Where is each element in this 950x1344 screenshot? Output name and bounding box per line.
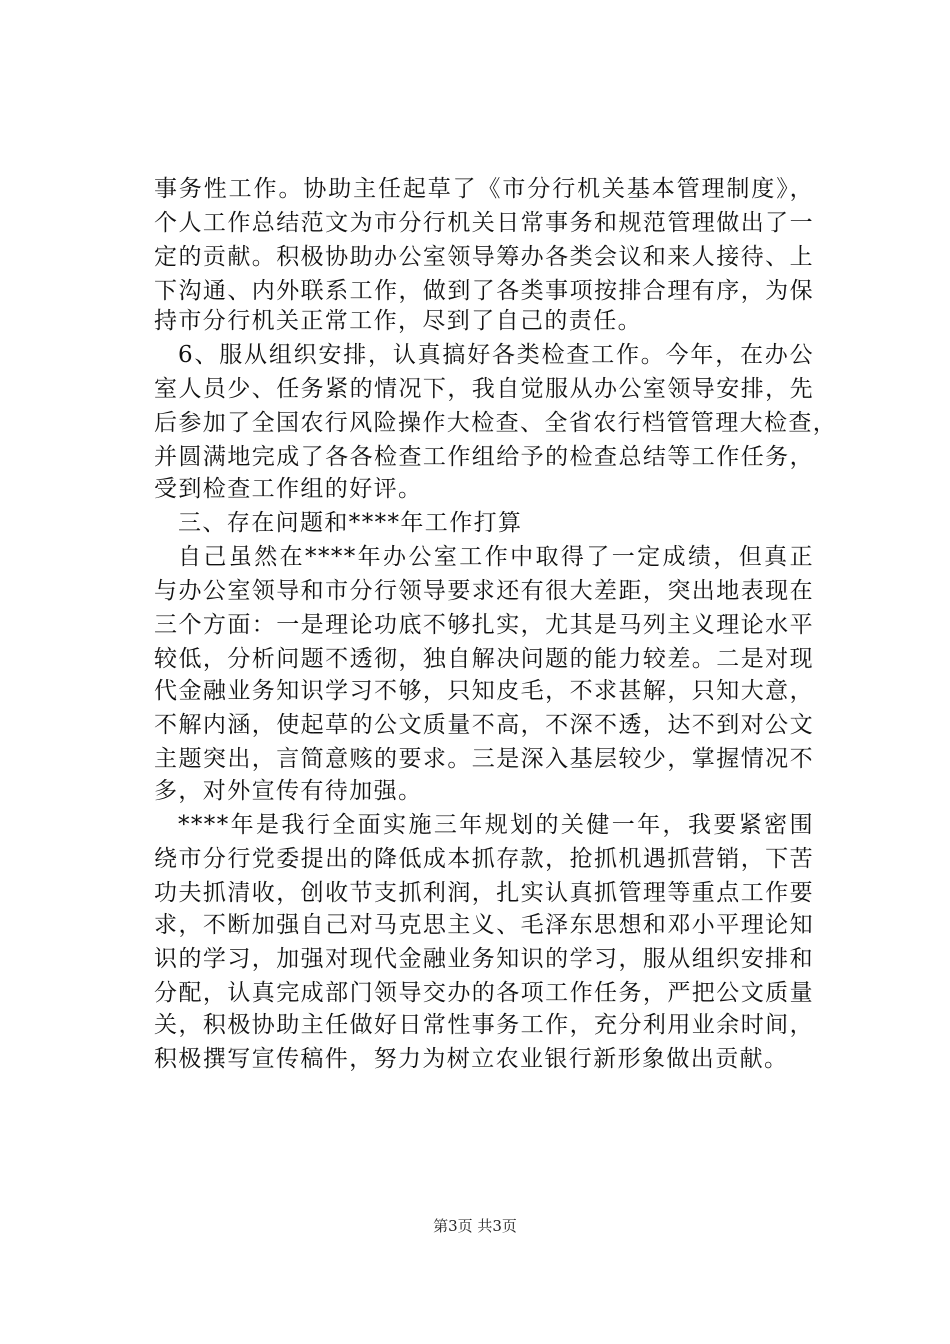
text-line: 积极撰写宣传稿件，努力为树立农业银行新形象做出贡献。 [154, 1046, 789, 1072]
text-line: 与办公室领导和市分行领导要求还有很大差距，突出地表现在 [154, 578, 814, 604]
text-line: 室人员少、任务紧的情况下，我自觉服从办公室领导安排，先 [154, 376, 814, 402]
text-line: 定的贡献。积极协助办公室领导筹办各类会议和来人接待、上 [154, 244, 814, 270]
text-line: 求，不断加强自己对马克思主义、毛泽东思想和邓小平理论知 [154, 912, 814, 938]
text-line: 6、服从组织安排，认真搞好各类检查工作。今年，在办公 [178, 342, 814, 368]
text-line: 后参加了全国农行风险操作大检查、全省农行档管管理大检查， [154, 410, 838, 436]
text-line: 自己虽然在****年办公室工作中取得了一定成绩，但真正 [178, 544, 814, 570]
text-line: 并圆满地完成了各各检查工作组给予的检查总结等工作任务， [154, 444, 814, 470]
text-line: ****年是我行全面实施三年规划的关健一年，我要紧密围 [178, 812, 814, 838]
text-line: 多，对外宣传有待加强。 [154, 778, 423, 804]
text-line: 个人工作总结范文为市分行机关日常事务和规范管理做出了一 [154, 210, 814, 236]
text-line: 事务性工作。协助主任起草了《市分行机关基本管理制度》， [154, 176, 814, 202]
text-line: 识的学习，加强对现代金融业务知识的学习，服从组织安排和 [154, 946, 814, 972]
text-line: 受到检查工作组的好评。 [154, 476, 423, 502]
page-number: 第3页 共3页 [433, 1217, 517, 1235]
text-line: 三个方面：一是理论功底不够扎实，尤其是马列主义理论水平 [154, 612, 814, 638]
text-line: 代金融业务知识学习不够，只知皮毛，不求甚解，只知大意， [154, 678, 814, 704]
text-line: 下沟通、内外联系工作，做到了各类事项按排合理有序，为保 [154, 278, 814, 304]
text-line: 分配，认真完成部门领导交办的各项工作任务，严把公文质量 [154, 980, 814, 1006]
text-line: 关，积极协助主任做好日常性事务工作，充分利用业余时间， [154, 1012, 814, 1038]
section-heading: 三、存在问题和****年工作打算 [178, 510, 523, 536]
text-line: 功夫抓清收，创收节支抓利润，扎实认真抓管理等重点工作要 [154, 880, 814, 906]
text-line: 绕市分行党委提出的降低成本抓存款，抢抓机遇抓营销，下苦 [154, 846, 814, 872]
text-line: 持市分行机关正常工作，尽到了自己的责任。 [154, 308, 642, 334]
text-line: 不解内涵，使起草的公文质量不高，不深不透，达不到对公文 [154, 712, 814, 738]
text-line: 主题突出，言简意赅的要求。三是深入基层较少，掌握情况不 [154, 746, 814, 772]
text-line: 较低，分析问题不透彻，独自解决问题的能力较差。二是对现 [154, 646, 814, 672]
